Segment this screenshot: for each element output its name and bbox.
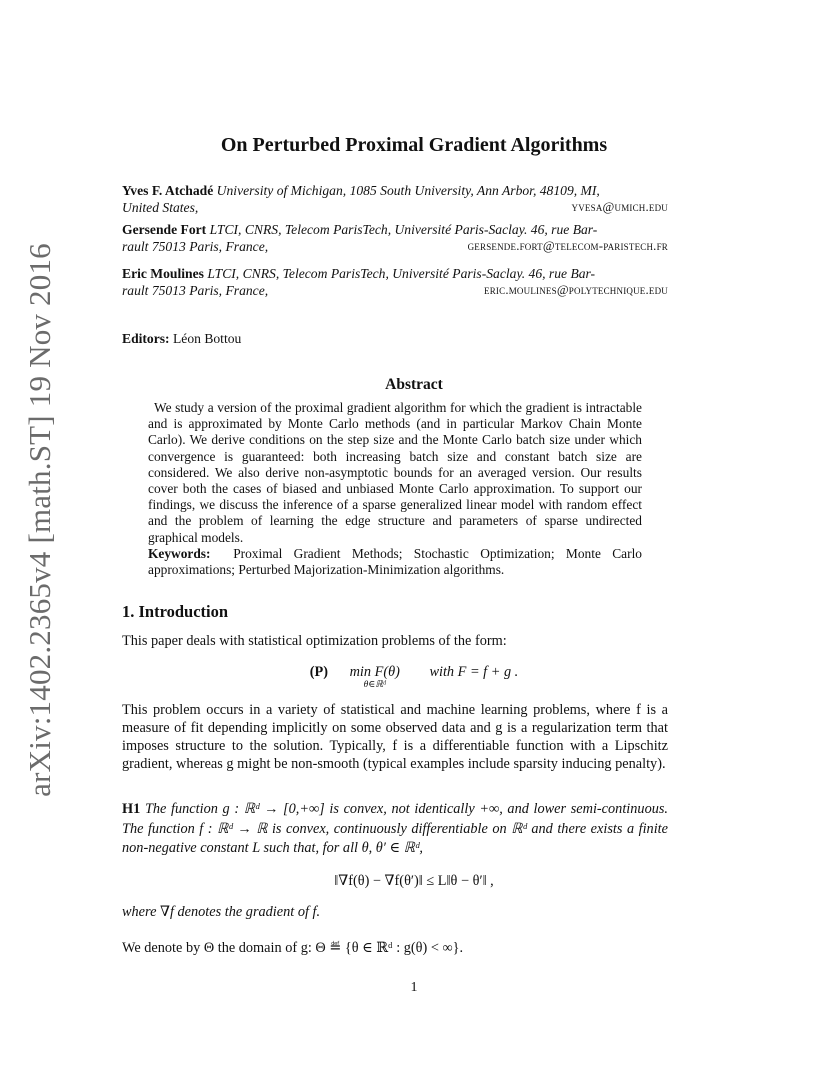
abstract-body [148, 400, 642, 546]
section-heading: 1. Introduction [122, 602, 229, 621]
problem-min: min F(θ) [349, 664, 400, 680]
author-affiliation-cont: rault 75013 Paris, France, [122, 283, 269, 298]
keywords-label: Keywords: [148, 546, 211, 561]
author-email[interactable]: yvesa@umich.edu [571, 200, 668, 214]
author-affiliation-cont: rault 75013 Paris, France, [122, 239, 269, 254]
problem-subscript: θ∈ℝᵈ [363, 680, 386, 690]
author-block-2 [122, 221, 668, 255]
problem-equation [0, 664, 828, 690]
abstract-heading: Abstract [385, 376, 443, 393]
paper-title: On Perturbed Proximal Gradient Algorithms [220, 134, 608, 156]
author-block-1 [122, 182, 668, 216]
abstract-text: We study a version of the proximal gradient algorithm for which the gradient is intractable and is approximated by Monte Carlo methods (and in particular Markov Chain Monte Carlo). We derive conditions on the step size and the Monte Carlo batch size under which convergence is guaranteed: both increasing batch size and constant batch size are considered. We also derive non-asymptotic bounds for an averaged version. Our results cover both the cases of biased and unbiased Monte Carlo approximation. To support our findings, we discuss the inference of a sparse generalized linear model with random effect and the problem of learning the edge structure and parameters of sparse undirected graphical models. [148, 400, 642, 545]
problem-label: (P) [309, 664, 328, 680]
editors-line [122, 331, 241, 347]
author-affiliation: LTCI, CNRS, Telecom ParisTech, Université Paris-Saclay. 46, rue Bar- [207, 266, 596, 281]
problem-with: with F = f + g . [429, 664, 519, 680]
hypothesis-label: H1 [122, 801, 141, 817]
editors-label: Editors: [122, 331, 170, 346]
editors-value: Léon Bottou [172, 331, 242, 346]
author-email[interactable]: eric.moulines@polytechnique.edu [484, 283, 668, 297]
lipschitz-equation: ‖∇f(θ) − ∇f(θ′)‖ ≤ L‖θ − θ′‖ , [334, 873, 494, 889]
author-name: Gersende Fort [122, 222, 207, 237]
author-affiliation: University of Michigan, 1085 South University, Ann Arbor, 48109, MI, [216, 183, 600, 198]
page-number: 1 [410, 980, 418, 995]
author-name: Yves F. Atchadé [122, 183, 214, 198]
author-block-3 [122, 265, 668, 299]
hypothesis-h1 [122, 800, 668, 859]
keywords [148, 546, 642, 578]
author-email[interactable]: gersende.fort@telecom-paristech.fr [467, 239, 668, 253]
author-affiliation-cont: United States, [122, 200, 199, 215]
where-line: where ∇f denotes the gradient of f. [122, 904, 321, 920]
keywords-text: Proximal Gradient Methods; Stochastic Optimization; Monte Carlo approximations; Perturbed Majorization-Minimization algorithms. [148, 546, 642, 578]
author-affiliation: LTCI, CNRS, Telecom ParisTech, Université Paris-Saclay. 46, rue Bar- [209, 222, 598, 237]
intro-sentence: This paper deals with statistical optimization problems of the form: [122, 633, 507, 649]
author-name: Eric Moulines [122, 266, 204, 281]
paragraph: This problem occurs in a variety of statistical and machine learning problems, where f is a measure of fit depending implicitly on some observed data and g is a regularization term that imposes structure to the solution. Typically, f is a differentiable function with a Lipschitz gradient, whereas g might be non-smooth (typical examples include sparsity inducing penalty). [122, 702, 668, 772]
hypothesis-text: The function g : ℝᵈ → [0,+∞] is convex, not identically +∞, and lower semi-continuous. The function f : ℝᵈ → ℝ is convex, continuously differentiable on ℝᵈ and there exists a finite non-negative constant L such that, for all θ, θ′ ∈ ℝᵈ, [122, 801, 669, 856]
domain-definition: We denote by Θ the domain of g: Θ ≝ {θ ∈ ℝᵈ : g(θ) < ∞}. [122, 940, 464, 956]
